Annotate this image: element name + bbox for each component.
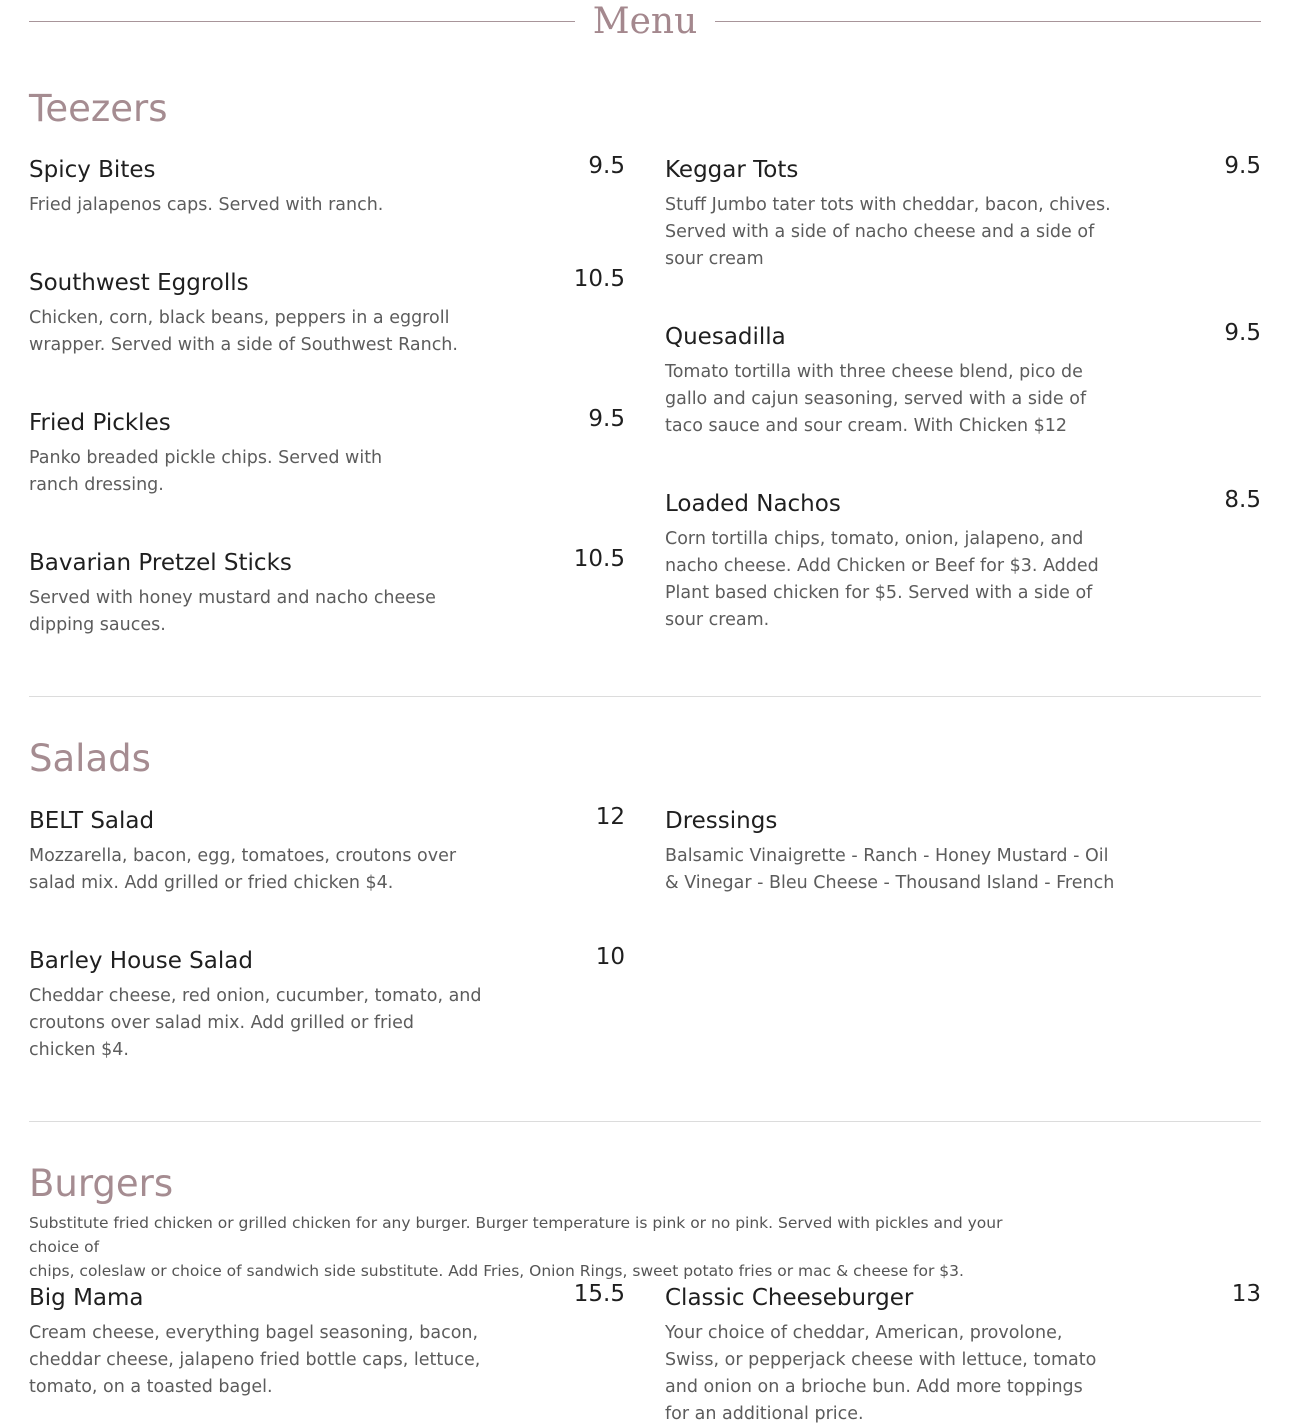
item-description: Balsamic Vinaigrette - Ranch - Honey Mustard - Oil & Vinegar - Bleu Cheese - Thousand Island - French xyxy=(665,846,1115,893)
menu-item-keggar-tots xyxy=(665,155,1261,273)
menu-item-bavarian-pretzel-sticks xyxy=(29,548,625,639)
menu-item-barley-house-salad xyxy=(29,946,625,1064)
item-description: Your choice of cheddar, American, provolone, Swiss, or pepperjack cheese with lettuce, tomato and onion on a brioche bun. Add more toppings for an additional price. xyxy=(665,1323,1097,1424)
item-name: Dressings xyxy=(665,808,778,834)
item-price: 12 xyxy=(595,804,625,830)
section-divider xyxy=(29,1121,1261,1122)
item-name: Big Mama xyxy=(29,1285,144,1311)
menu-item-southwest-eggrolls xyxy=(29,268,625,359)
menu-item-quesadilla xyxy=(665,322,1261,440)
menu-item-dressings xyxy=(665,806,1261,897)
item-description: Fried jalapenos caps. Served with ranch. xyxy=(29,195,384,215)
header-rule-left xyxy=(29,21,575,22)
item-name: Spicy Bites xyxy=(29,157,156,183)
menu-item-loaded-nachos xyxy=(665,489,1261,634)
item-description: Cheddar cheese, red onion, cucumber, tomato, and croutons over salad mix. Add grilled or fried chicken $4. xyxy=(29,986,482,1060)
item-name: Barley House Salad xyxy=(29,948,253,974)
item-description: Mozzarella, bacon, egg, tomatoes, croutons over salad mix. Add grilled or fried chicken $4. xyxy=(29,846,457,893)
item-description: Cream cheese, everything bagel seasoning, bacon, cheddar cheese, jalapeno fried bottle caps, lettuce, tomato, on a toasted bagel. xyxy=(29,1323,481,1397)
item-name: Classic Cheeseburger xyxy=(665,1285,914,1311)
item-name: Quesadilla xyxy=(665,324,786,350)
section-divider xyxy=(29,696,1261,697)
item-name: Loaded Nachos xyxy=(665,491,841,517)
item-description: Chicken, corn, black beans, peppers in a eggroll wrapper. Served with a side of Southwest Ranch. xyxy=(29,308,458,355)
item-name: Southwest Eggrolls xyxy=(29,270,249,296)
item-price: 9.5 xyxy=(1224,153,1261,179)
item-price: 10.5 xyxy=(573,266,625,292)
page-title: Menu xyxy=(592,1,698,42)
item-description: Tomato tortilla with three cheese blend, pico de gallo and cajun seasoning, served with a side of taco sauce and sour cream. With Chicken $12 xyxy=(665,362,1087,436)
item-price: 10 xyxy=(595,944,625,970)
item-name: BELT Salad xyxy=(29,808,155,834)
item-price: 9.5 xyxy=(1224,320,1261,346)
menu-header xyxy=(29,0,1261,44)
item-price: 13 xyxy=(1231,1281,1261,1307)
item-name: Fried Pickles xyxy=(29,410,171,436)
item-description: Panko breaded pickle chips. Served with ranch dressing. xyxy=(29,448,383,495)
menu-item-fried-pickles xyxy=(29,408,625,499)
item-name: Keggar Tots xyxy=(665,157,799,183)
item-price: 10.5 xyxy=(573,546,625,572)
section-note-burgers: Substitute fried chicken or grilled chicken for any burger. Burger temperature is pink or no pink. Served with pickles and your choice of chips, coleslaw or choice of sandwich side substitute. Add Fries, Onion Rings, sweet potato fries or mac & cheese for $3. xyxy=(29,1214,1003,1280)
section-title-burgers: Burgers xyxy=(29,1162,174,1205)
menu-item-big-mama xyxy=(29,1283,625,1401)
item-price: 15.5 xyxy=(573,1281,625,1307)
item-description: Served with honey mustard and nacho cheese dipping sauces. xyxy=(29,588,436,635)
item-description: Corn tortilla chips, tomato, onion, jalapeno, and nacho cheese. Add Chicken or Beef for $3. Added Plant based chicken for $5. Served with a side of sour cream. xyxy=(665,529,1099,630)
menu-item-classic-cheeseburger xyxy=(665,1283,1261,1428)
header-rule-right xyxy=(715,21,1261,22)
section-title-teezers: Teezers xyxy=(29,87,168,130)
item-price: 9.5 xyxy=(588,153,625,179)
item-description: Stuff Jumbo tater tots with cheddar, bacon, chives. Served with a side of nacho cheese and a side of sour cream xyxy=(665,195,1111,269)
section-title-salads: Salads xyxy=(29,737,151,780)
item-price: 9.5 xyxy=(588,406,625,432)
menu-item-spicy-bites xyxy=(29,155,625,219)
menu-item-belt-salad xyxy=(29,806,625,897)
item-price: 8.5 xyxy=(1224,487,1261,513)
item-name: Bavarian Pretzel Sticks xyxy=(29,550,292,576)
